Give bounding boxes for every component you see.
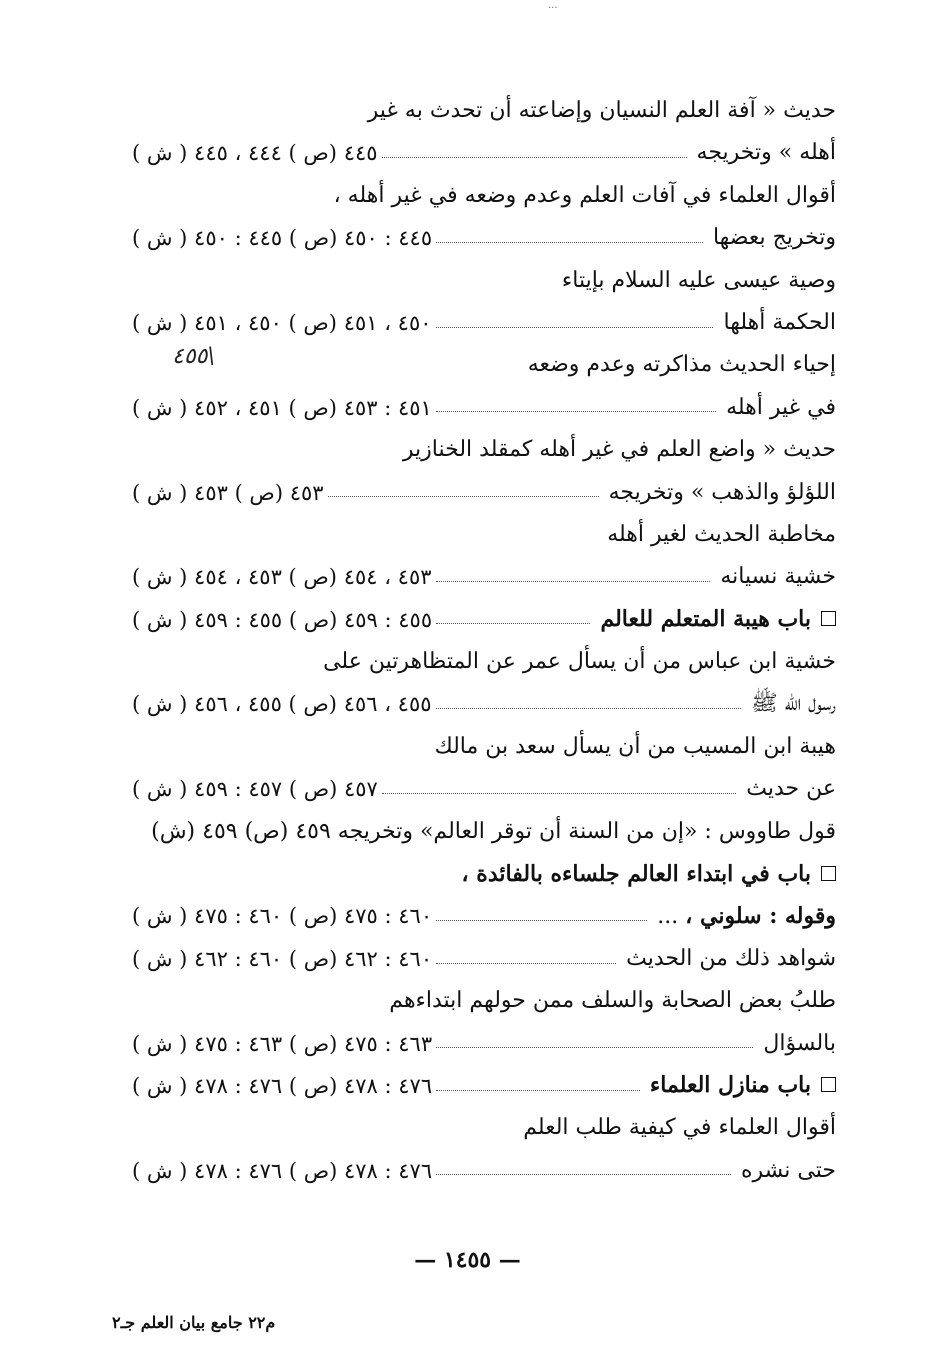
entry-title [603, 472, 836, 514]
square-bullet-icon [821, 866, 836, 881]
dot-leader [436, 1047, 753, 1048]
index-entry [132, 302, 836, 344]
entry-title [607, 522, 836, 547]
index-entry [132, 768, 836, 810]
index-text-line [132, 980, 836, 1022]
dot-leader [436, 242, 703, 243]
entry-text: الحكمة أهلها [723, 309, 836, 335]
dot-leader [436, 327, 714, 328]
dot-leader [436, 920, 647, 921]
index-entry [132, 472, 836, 514]
entry-text: أقوال العلماء في آفات العلم وعدم وضعه في غير أهله ، [333, 182, 836, 208]
entry-text: شواهد ذلك من الحديث [626, 945, 836, 971]
index-text-line [132, 90, 836, 132]
index-entry [132, 1065, 836, 1107]
entry-text: في غير أهله [726, 394, 836, 420]
index-text-line [132, 641, 836, 683]
index-entry [132, 683, 836, 725]
page-references: ٤٦٠ : ٤٦٢ (ص ) ٤٦٠ : ٤٦٢ ( ش ) [132, 946, 433, 971]
entry-title [528, 352, 836, 377]
dot-leader [436, 623, 590, 624]
page-references: ٤٤٥ : ٤٥٠ (ص ) ٤٤٥ : ٤٥٠ ( ش ) [132, 226, 433, 251]
entry-title [644, 1064, 836, 1107]
handwritten-note: ٤٥٥\ [172, 344, 215, 369]
entry-text: باب في ابتداء العالم جلساءه بالفائدة ، [461, 861, 811, 888]
entry-bold-prefix: وقوله : سلوني ، [685, 902, 836, 929]
entry-text: عن حديث [746, 776, 836, 802]
entry-title [462, 862, 836, 887]
page-references: ٤٥٣ ، ٤٥٤ (ص ) ٤٥٣ ، ٤٥٤ ( ش ) [132, 565, 432, 590]
entry-title [740, 768, 836, 810]
entry-text: وتخريج بعضها [712, 225, 836, 251]
page-references: ٤٤٥ (ص ) ٤٤٤ ، ٤٤٥ ( ش ) [132, 141, 378, 166]
page-references: ٤٥٥ : ٤٥٩ (ص ) ٤٥٥ : ٤٥٩ ( ش ) [132, 607, 433, 632]
entry-text: حديث « آفة العلم النسيان وإضاعته أن تحدث به غير [367, 98, 836, 123]
dot-leader [436, 1174, 731, 1175]
entry-text: رسول الله ﷺ [751, 691, 836, 717]
entry-text: حديث « واضع العلم في غير أهله كمقلد الخنازير [402, 437, 836, 463]
page-references: ٤٧٦ : ٤٧٨ (ص ) ٤٧٦ : ٤٧٨ ( ش ) [132, 1158, 433, 1183]
entry-title [334, 183, 836, 208]
index-text-line [132, 853, 836, 895]
page-references: ٤٥١ : ٤٥٣ (ص ) ٤٥١ ، ٤٥٢ ( ش ) [132, 395, 432, 420]
entry-title [707, 217, 836, 259]
dot-leader [328, 496, 599, 497]
index-entry [132, 387, 836, 429]
index-content [132, 90, 836, 1192]
dot-leader [436, 411, 716, 412]
index-entry [132, 1023, 836, 1065]
entry-text: قول طاووس : «إن من السنة أن توقر العالم» وتخريجه ٤٥٩ (ص) ٤٥٩ (ش) [151, 818, 836, 844]
entry-text: طلبُ بعض الصحابة والسلف ممن حولهم ابتداءهم [389, 988, 836, 1014]
entry-text: أهله » وتخريجه [696, 140, 836, 166]
entry-text: اللؤلؤ والذهب » وتخريجه [608, 479, 836, 505]
dot-leader [436, 1090, 640, 1091]
dot-leader [382, 793, 736, 794]
entry-title [620, 938, 836, 980]
index-text-line [132, 726, 836, 768]
index-text-line [132, 429, 836, 471]
entry-text: خشية نسيانه [720, 564, 836, 590]
entry-title [403, 437, 836, 462]
entry-title [368, 98, 836, 123]
entry-title [714, 556, 836, 598]
entry-title [389, 988, 836, 1013]
index-entry [132, 556, 836, 598]
index-entry [132, 132, 836, 174]
page-references: ٤٥٣ (ص ) ٤٥٣ ( ش ) [132, 480, 324, 505]
entry-text: إحياء الحديث مذاكرته وعدم وضعه [527, 352, 836, 378]
entry-title [691, 132, 836, 174]
entry-title [594, 598, 836, 641]
entry-text: حتى نشره [741, 1157, 836, 1183]
dot-leader [436, 963, 616, 964]
page-references: ٤٥٠ ، ٤٥١ (ص ) ٤٥٠ ، ٤٥١ ( ش ) [132, 310, 432, 335]
index-text-line [132, 514, 836, 556]
entry-text: هيبة ابن المسيب من أن يسأل سعد بن مالك [434, 733, 836, 759]
page-references: ٤٥٧ (ص ) ٤٥٧ : ٤٥٩ ( ش ) [132, 777, 378, 802]
entry-text: أقوال العلماء في كيفية طلب العلم [523, 1115, 836, 1141]
entry-text: باب هيبة المتعلم للعالم [600, 606, 811, 633]
dot-leader [382, 157, 687, 158]
entry-title [745, 683, 836, 725]
entry-title [651, 895, 836, 938]
entry-text: مخاطبة الحديث لغير أهله [607, 521, 836, 547]
dot-leader [436, 708, 742, 709]
index-entry [132, 217, 836, 259]
entry-text: بالسؤال [763, 1030, 836, 1056]
page-references: ٤٧٦ : ٤٧٨ (ص ) ٤٧٦ : ٤٧٨ ( ش ) [132, 1073, 433, 1098]
entry-text: باب منازل العلماء [649, 1072, 811, 1099]
entry-title [720, 387, 836, 429]
index-text-line [132, 1107, 836, 1149]
index-entry [132, 1150, 836, 1192]
entry-text: خشية ابن عباس من أن يسأل عمر عن المتظاهرتين على [323, 649, 836, 675]
index-text-line [132, 811, 836, 853]
index-text-line [132, 175, 836, 217]
entry-title [323, 649, 836, 674]
page-number: — ١٤٥٥ — [414, 1247, 521, 1273]
index-text-line [132, 344, 836, 386]
footer-signature: م٢٢ جامع بيان العلم جـ٢ [112, 1313, 276, 1332]
index-text-line [132, 260, 836, 302]
entry-text: ... [657, 903, 686, 929]
page-references: ٤٦٠ : ٤٧٥ (ص ) ٤٦٠ : ٤٧٥ ( ش ) [132, 904, 433, 929]
entry-title [717, 302, 836, 344]
entry-title [151, 819, 836, 844]
index-entry [132, 599, 836, 641]
entry-title [523, 1115, 836, 1140]
entry-title [735, 1150, 836, 1192]
index-entry [132, 895, 836, 937]
page-references: ٤٦٣ : ٤٧٥ (ص ) ٤٦٣ : ٤٧٥ ( ش ) [132, 1031, 433, 1056]
entry-title [562, 268, 836, 293]
square-bullet-icon [821, 611, 836, 626]
page-references: ٤٥٥ ، ٤٥٦ (ص ) ٤٥٥ ، ٤٥٦ ( ش ) [132, 692, 432, 717]
square-bullet-icon [821, 1077, 836, 1092]
entry-text: وصية عيسى عليه السلام بإيتاء [561, 267, 836, 293]
top-marks: ... [548, 0, 558, 11]
dot-leader [436, 581, 711, 582]
entry-title [757, 1023, 836, 1065]
entry-title [435, 734, 836, 759]
index-entry [132, 938, 836, 980]
